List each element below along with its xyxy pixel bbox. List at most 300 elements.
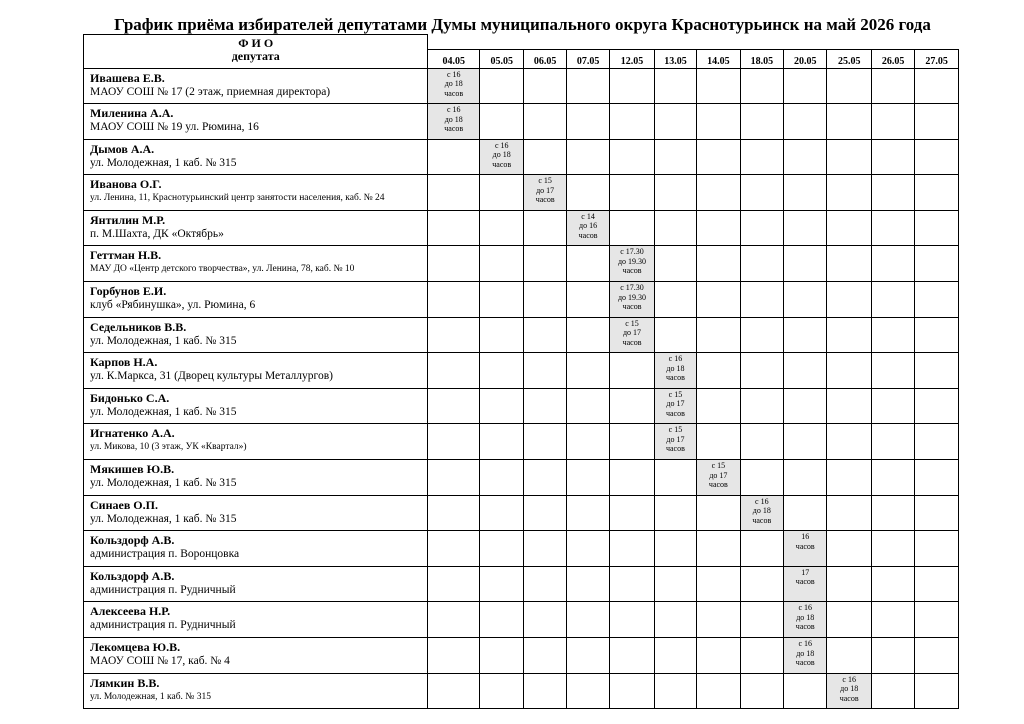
empty-date-cell — [610, 104, 654, 140]
schedule-table — [83, 34, 959, 709]
empty-date-cell — [566, 602, 609, 638]
reception-time-text: с 16 — [755, 496, 769, 506]
reception-time-text: часов — [492, 159, 512, 169]
deputy-name: Миленина А.А. — [90, 106, 174, 121]
empty-date-cell — [740, 388, 783, 424]
deputy-info-cell — [84, 495, 428, 531]
empty-date-cell — [784, 495, 827, 531]
deputy-row — [84, 139, 959, 175]
empty-date-cell — [610, 139, 654, 175]
empty-date-cell — [697, 566, 740, 602]
reception-time-cell — [610, 246, 654, 282]
empty-date-cell — [871, 495, 914, 531]
empty-date-cell — [740, 175, 783, 211]
empty-date-cell — [915, 175, 959, 211]
fio-header — [84, 35, 428, 69]
reception-time-text: с 15 — [625, 318, 639, 328]
deputy-info-cell — [84, 282, 428, 318]
empty-date-cell — [480, 282, 524, 318]
empty-date-cell — [524, 460, 566, 496]
empty-date-cell — [871, 139, 914, 175]
reception-time-text: с 16 — [798, 603, 813, 613]
deputy-info-cell — [84, 673, 428, 709]
empty-date-cell — [566, 673, 609, 709]
reception-time-text: часов — [665, 444, 685, 454]
date-header: 26.05 — [871, 49, 914, 68]
empty-date-cell — [915, 566, 959, 602]
empty-date-cell — [915, 673, 959, 709]
date-header: 14.05 — [697, 49, 740, 68]
empty-date-cell — [566, 638, 609, 674]
reception-time-text: часов — [444, 88, 464, 98]
deputy-info-cell — [84, 317, 428, 353]
empty-date-cell — [740, 460, 783, 496]
empty-date-cell — [524, 68, 566, 104]
empty-date-cell — [480, 638, 524, 674]
deputy-info-cell — [84, 531, 428, 567]
deputy-name: Седельников В.В. — [90, 319, 187, 334]
reception-time-text: до 17 — [622, 328, 642, 338]
reception-address: администрация п. Рудничный — [90, 619, 236, 632]
deputy-name: Бидонько С.А. — [90, 390, 170, 405]
empty-date-cell — [697, 282, 740, 318]
empty-date-cell — [480, 104, 524, 140]
empty-date-cell — [827, 602, 871, 638]
empty-date-cell — [915, 460, 959, 496]
empty-date-cell — [697, 139, 740, 175]
empty-date-cell — [697, 68, 740, 104]
reception-time-text: часов — [578, 230, 598, 240]
empty-date-cell — [566, 353, 609, 389]
deputy-row — [84, 566, 959, 602]
empty-date-cell — [784, 210, 827, 246]
empty-date-cell — [480, 531, 524, 567]
empty-date-cell — [784, 673, 827, 709]
reception-time-text: до 18 — [444, 79, 463, 88]
empty-date-cell — [428, 424, 480, 460]
deputy-info-cell — [84, 353, 428, 389]
empty-date-cell — [915, 68, 959, 104]
reception-time-text: часов — [622, 337, 642, 347]
empty-date-cell — [524, 566, 566, 602]
reception-address: МАУ ДО «Центр детского творчества», ул. Ленина, 78, каб. № 10 — [90, 264, 355, 275]
reception-address: МАОУ СОШ № 17, каб. № 4 — [90, 655, 230, 667]
empty-date-cell — [654, 210, 696, 246]
empty-date-cell — [610, 531, 654, 567]
reception-time-text: с 16 — [446, 69, 461, 79]
empty-date-cell — [654, 566, 696, 602]
empty-date-cell — [740, 424, 783, 460]
empty-date-cell — [740, 638, 783, 674]
fio-header-label: Ф И О — [238, 36, 274, 50]
empty-date-cell — [566, 246, 609, 282]
empty-date-cell — [784, 353, 827, 389]
empty-date-cell — [827, 104, 871, 140]
reception-address: ул. Молодежная, 1 каб. № 315 — [90, 156, 237, 169]
empty-date-cell — [871, 602, 914, 638]
empty-date-cell — [740, 673, 783, 709]
empty-date-cell — [915, 317, 959, 353]
deputy-row — [84, 104, 959, 140]
empty-date-cell — [697, 495, 740, 531]
reception-time-text: с 15 — [711, 461, 726, 471]
empty-date-cell — [784, 175, 827, 211]
empty-date-cell — [871, 175, 914, 211]
deputy-info-cell — [84, 460, 428, 496]
empty-date-cell — [654, 104, 696, 140]
reception-time-text: часов — [795, 577, 815, 587]
reception-time-text: до 17 — [666, 399, 685, 409]
reception-time-text: до 18 — [444, 114, 463, 124]
reception-time-text: до 18 — [840, 684, 859, 694]
empty-date-cell — [428, 210, 480, 246]
reception-time-text: часов — [708, 480, 728, 490]
empty-date-cell — [480, 388, 524, 424]
reception-time-text: часов — [622, 302, 642, 312]
empty-date-cell — [654, 317, 696, 353]
empty-date-cell — [524, 139, 566, 175]
reception-time-cell — [654, 353, 696, 389]
empty-date-cell — [915, 210, 959, 246]
empty-date-cell — [871, 424, 914, 460]
reception-time-text: до 18 — [492, 150, 511, 160]
empty-date-cell — [740, 353, 783, 389]
empty-date-cell — [480, 495, 524, 531]
empty-date-cell — [480, 602, 524, 638]
empty-date-cell — [524, 353, 566, 389]
empty-date-cell — [610, 353, 654, 389]
empty-date-cell — [654, 495, 696, 531]
reception-address: ул. К.Маркса, 31 (Дворец культуры Металлургов) — [90, 370, 333, 383]
reception-time-cell — [654, 424, 696, 460]
empty-date-cell — [871, 460, 914, 496]
deputy-info-cell — [84, 388, 428, 424]
deputy-name: Дымов А.А. — [90, 141, 155, 156]
empty-date-cell — [697, 424, 740, 460]
empty-date-cell — [566, 388, 609, 424]
empty-date-cell — [428, 495, 480, 531]
deputy-name: Геттман Н.В. — [90, 248, 162, 263]
deputy-name: Игнатенко А.А. — [90, 426, 175, 441]
empty-date-cell — [654, 673, 696, 709]
deputy-row — [84, 638, 959, 674]
empty-date-cell — [740, 104, 783, 140]
deputy-info-cell — [84, 104, 428, 140]
reception-address: ул. Молодежная, 1 каб. № 315 — [90, 405, 237, 418]
empty-date-cell — [784, 68, 827, 104]
date-header: 07.05 — [566, 49, 609, 68]
empty-date-cell — [697, 175, 740, 211]
empty-date-cell — [428, 638, 480, 674]
date-header: 27.05 — [915, 49, 959, 68]
empty-date-cell — [566, 282, 609, 318]
empty-date-cell — [610, 495, 654, 531]
reception-address: администрация п. Рудничный — [90, 583, 236, 596]
deputy-name: Мякишев Ю.В. — [90, 462, 175, 477]
empty-date-cell — [915, 495, 959, 531]
empty-date-cell — [871, 388, 914, 424]
deputy-row — [84, 424, 959, 460]
date-header: 04.05 — [428, 49, 480, 68]
dates-header-spacer — [428, 35, 959, 50]
empty-date-cell — [827, 139, 871, 175]
reception-address: МАОУ СОШ № 17 (2 этаж, приемная директора) — [90, 85, 331, 98]
deputy-row — [84, 68, 959, 104]
deputy-row — [84, 353, 959, 389]
reception-time-cell — [654, 388, 696, 424]
reception-time-cell — [610, 317, 654, 353]
deputy-info-cell — [84, 210, 428, 246]
reception-time-text: 16 — [801, 532, 810, 542]
reception-time-cell — [784, 566, 827, 602]
empty-date-cell — [610, 566, 654, 602]
empty-date-cell — [428, 139, 480, 175]
reception-address: ул. Ленина, 11, Краснотурьинский центр занятости населения, каб. № 24 — [90, 193, 385, 204]
empty-date-cell — [827, 566, 871, 602]
deputy-row — [84, 317, 959, 353]
empty-date-cell — [871, 282, 914, 318]
reception-time-cell — [784, 602, 827, 638]
empty-date-cell — [428, 460, 480, 496]
empty-date-cell — [827, 282, 871, 318]
reception-time-cell — [784, 638, 827, 674]
reception-time-cell — [480, 139, 524, 175]
deputy-row — [84, 531, 959, 567]
empty-date-cell — [827, 210, 871, 246]
empty-date-cell — [827, 424, 871, 460]
reception-time-text: с 16 — [842, 674, 856, 684]
empty-date-cell — [915, 388, 959, 424]
empty-date-cell — [871, 246, 914, 282]
empty-date-cell — [740, 602, 783, 638]
deputy-name: Карпов Н.А. — [90, 355, 158, 370]
deputy-info-cell — [84, 175, 428, 211]
reception-time-text: до 19.30 — [617, 256, 647, 266]
reception-address: ул. Микова, 10 (3 этаж, УК «Квартал») — [90, 442, 247, 453]
empty-date-cell — [784, 104, 827, 140]
empty-date-cell — [871, 531, 914, 567]
empty-date-cell — [915, 531, 959, 567]
reception-time-cell — [610, 282, 654, 318]
empty-date-cell — [827, 246, 871, 282]
empty-date-cell — [480, 460, 524, 496]
empty-date-cell — [428, 602, 480, 638]
empty-date-cell — [480, 210, 524, 246]
deputy-name: Кольздорф А.В. — [90, 568, 175, 583]
empty-date-cell — [827, 638, 871, 674]
reception-address: ул. Молодежная, 1 каб. № 315 — [90, 512, 237, 525]
reception-time-text: часов — [795, 541, 815, 551]
reception-time-text: до 17 — [536, 185, 555, 195]
reception-time-text: до 16 — [579, 221, 598, 231]
empty-date-cell — [915, 139, 959, 175]
reception-time-text: часов — [665, 408, 685, 418]
empty-date-cell — [566, 68, 609, 104]
empty-date-cell — [610, 388, 654, 424]
reception-time-text: с 16 — [798, 639, 813, 648]
reception-time-cell — [740, 495, 783, 531]
empty-date-cell — [566, 424, 609, 460]
empty-date-cell — [697, 388, 740, 424]
empty-date-cell — [610, 602, 654, 638]
empty-date-cell — [524, 638, 566, 674]
empty-date-cell — [697, 317, 740, 353]
empty-date-cell — [784, 139, 827, 175]
empty-date-cell — [740, 139, 783, 175]
reception-time-text: с 16 — [446, 105, 461, 115]
empty-date-cell — [524, 388, 566, 424]
empty-date-cell — [740, 210, 783, 246]
reception-time-text: до 19.30 — [617, 292, 647, 302]
empty-date-cell — [654, 638, 696, 674]
empty-date-cell — [871, 638, 914, 674]
reception-time-text: часов — [665, 373, 685, 383]
empty-date-cell — [480, 317, 524, 353]
empty-date-cell — [654, 460, 696, 496]
empty-date-cell — [566, 317, 609, 353]
date-header: 25.05 — [827, 49, 871, 68]
document-title: График приёма избирателей депутатами Думы муниципального округа Краснотурьинск на май 2026 года — [114, 15, 931, 34]
reception-time-cell — [566, 210, 609, 246]
deputy-info-cell — [84, 602, 428, 638]
reception-time-cell — [428, 104, 480, 140]
empty-date-cell — [697, 246, 740, 282]
reception-address: клуб «Рябинушка», ул. Рюмина, 6 — [90, 299, 256, 312]
empty-date-cell — [654, 139, 696, 175]
deputy-info-cell — [84, 638, 428, 674]
reception-time-text: с 17.30 — [620, 247, 644, 257]
empty-date-cell — [827, 68, 871, 104]
empty-date-cell — [566, 175, 609, 211]
deputy-name: Янтилин М.Р. — [90, 212, 166, 227]
reception-time-text: часов — [535, 195, 555, 205]
empty-date-cell — [915, 353, 959, 389]
deputy-row — [84, 460, 959, 496]
deputy-row — [84, 673, 959, 709]
reception-time-text: с 15 — [668, 425, 683, 435]
empty-date-cell — [524, 495, 566, 531]
deputy-row — [84, 602, 959, 638]
empty-date-cell — [480, 175, 524, 211]
empty-date-cell — [524, 602, 566, 638]
reception-time-text: до 18 — [796, 612, 815, 622]
reception-time-text: с 15 — [668, 389, 683, 399]
reception-address: ул. Молодежная, 1 каб. № 315 — [90, 691, 211, 702]
empty-date-cell — [915, 602, 959, 638]
empty-date-cell — [428, 353, 480, 389]
empty-date-cell — [654, 531, 696, 567]
empty-date-cell — [871, 104, 914, 140]
reception-time-text: с 16 — [668, 354, 683, 364]
reception-address: ул. Молодежная, 1 каб. № 315 — [90, 477, 237, 490]
reception-time-text: часов — [444, 124, 464, 134]
empty-date-cell — [566, 104, 609, 140]
empty-date-cell — [740, 531, 783, 567]
reception-address: администрация п. Воронцовка — [90, 548, 240, 561]
deputy-info-cell — [84, 139, 428, 175]
empty-date-cell — [610, 175, 654, 211]
empty-date-cell — [915, 246, 959, 282]
empty-date-cell — [428, 388, 480, 424]
empty-date-cell — [566, 460, 609, 496]
empty-date-cell — [697, 210, 740, 246]
deputy-row — [84, 210, 959, 246]
empty-date-cell — [740, 68, 783, 104]
empty-date-cell — [428, 175, 480, 211]
deputy-row — [84, 388, 959, 424]
empty-date-cell — [654, 68, 696, 104]
empty-date-cell — [915, 424, 959, 460]
empty-date-cell — [610, 673, 654, 709]
deputy-info-cell — [84, 246, 428, 282]
reception-time-cell — [524, 175, 566, 211]
empty-date-cell — [827, 531, 871, 567]
empty-date-cell — [610, 424, 654, 460]
empty-date-cell — [740, 246, 783, 282]
empty-date-cell — [740, 566, 783, 602]
empty-date-cell — [524, 317, 566, 353]
empty-date-cell — [915, 104, 959, 140]
deputy-row — [84, 246, 959, 282]
reception-time-text: до 18 — [796, 648, 815, 658]
empty-date-cell — [827, 495, 871, 531]
empty-date-cell — [697, 104, 740, 140]
deputy-info-cell — [84, 566, 428, 602]
reception-time-text: часов — [839, 693, 859, 703]
reception-time-text: с 17.30 — [620, 283, 644, 293]
empty-date-cell — [827, 460, 871, 496]
empty-date-cell — [827, 353, 871, 389]
reception-time-text: с 16 — [494, 140, 509, 150]
reception-time-text: часов — [795, 622, 815, 632]
deputy-name: Горбунов Е.И. — [90, 284, 167, 299]
empty-date-cell — [566, 139, 609, 175]
empty-date-cell — [524, 246, 566, 282]
empty-date-cell — [480, 424, 524, 460]
date-header: 20.05 — [784, 49, 827, 68]
empty-date-cell — [784, 246, 827, 282]
empty-date-cell — [654, 282, 696, 318]
deputy-name: Кольздорф А.В. — [90, 533, 175, 548]
empty-date-cell — [428, 282, 480, 318]
reception-time-text: часов — [622, 266, 642, 276]
empty-date-cell — [827, 175, 871, 211]
reception-time-cell — [827, 673, 871, 709]
deputy-info-cell — [84, 68, 428, 104]
deputy-name: Лекомцева Ю.В. — [90, 640, 181, 654]
empty-date-cell — [871, 210, 914, 246]
reception-time-text: часов — [795, 658, 815, 667]
empty-date-cell — [610, 210, 654, 246]
empty-date-cell — [566, 495, 609, 531]
empty-date-cell — [871, 673, 914, 709]
date-header: 18.05 — [740, 49, 783, 68]
date-header: 12.05 — [610, 49, 654, 68]
empty-date-cell — [524, 424, 566, 460]
empty-date-cell — [784, 460, 827, 496]
empty-date-cell — [654, 602, 696, 638]
empty-date-cell — [915, 638, 959, 674]
reception-time-cell — [697, 460, 740, 496]
empty-date-cell — [480, 68, 524, 104]
date-header: 13.05 — [654, 49, 696, 68]
empty-date-cell — [610, 460, 654, 496]
reception-address: МАОУ СОШ № 19 ул. Рюмина, 16 — [90, 121, 259, 134]
empty-date-cell — [915, 282, 959, 318]
empty-date-cell — [480, 246, 524, 282]
empty-date-cell — [871, 353, 914, 389]
empty-date-cell — [524, 282, 566, 318]
